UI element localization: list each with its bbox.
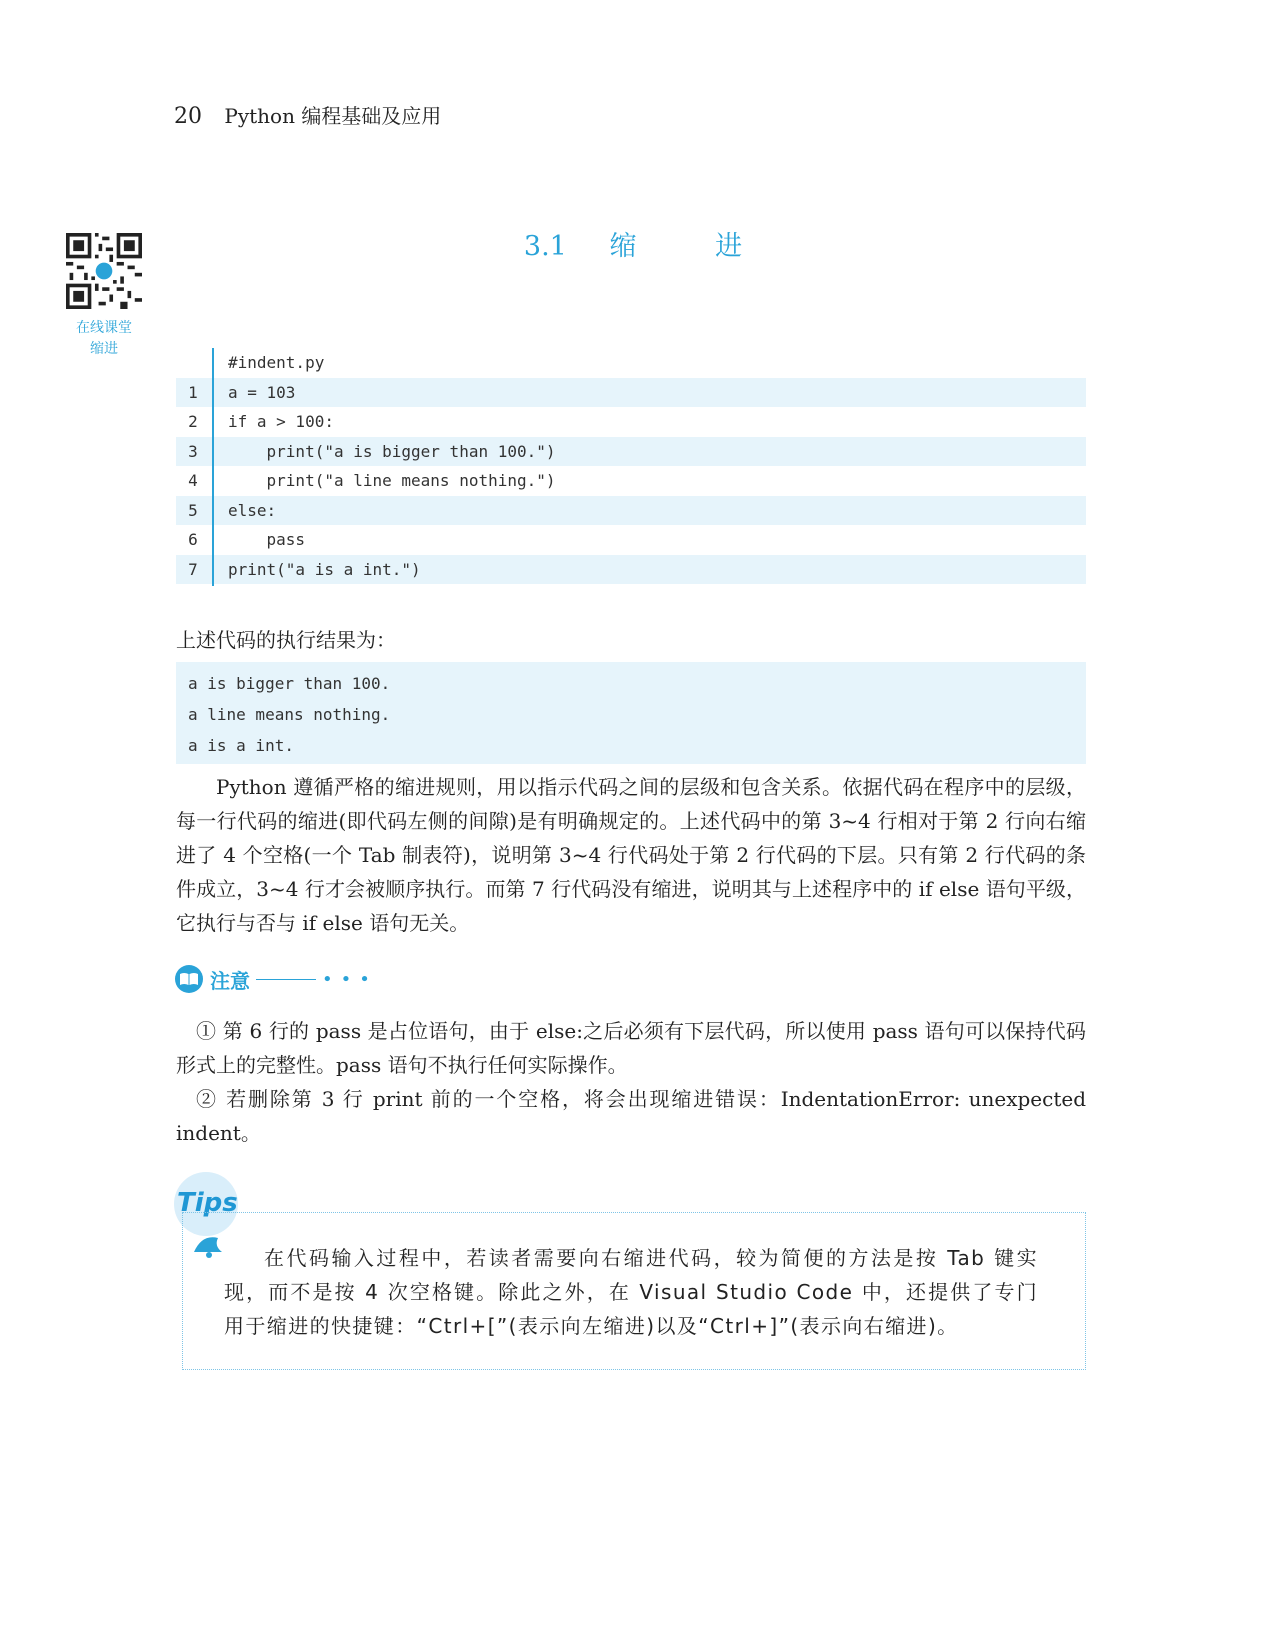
- qr-label: [56, 318, 152, 360]
- book-icon: [174, 964, 204, 994]
- code-text: else:: [228, 500, 277, 520]
- code-gutter-divider: [212, 348, 214, 586]
- note-label: 注意: [210, 968, 250, 993]
- code-filename: #indent.py: [228, 353, 325, 373]
- note-dots: •••: [322, 968, 378, 990]
- section-title: [0, 224, 1266, 263]
- code-text: print("a line means nothing."): [228, 471, 556, 491]
- code-text: if a > 100:: [228, 412, 334, 432]
- output-line: a is a int.: [188, 736, 294, 755]
- line-number: 2: [188, 412, 198, 432]
- code-filename-row: [176, 348, 1086, 378]
- code-listing: [176, 348, 1086, 584]
- qr-code-icon[interactable]: [66, 233, 142, 309]
- tips-text: 在代码输入过程中，若读者需要向右缩进代码，较为简便的方法是按 Tab 键实现，而不是按 4 次空格键。除此之外，在 Visual Studio Code 中，还提供了专门用于缩进的快捷键：“Ctrl+[”(表示向左缩进)以及“Ctrl+]”(表示向右缩进)。: [224, 1246, 1038, 1338]
- note-item-2: ② 若删除第 3 行 print 前的一个空格，将会出现缩进错误：IndentationError: unexpected indent。: [176, 1087, 1086, 1145]
- book-title: Python 编程基础及应用: [224, 104, 442, 128]
- note-divider: [256, 979, 316, 980]
- code-text: print("a is a int."): [228, 559, 421, 579]
- line-number: 4: [188, 471, 198, 491]
- code-text: print("a is bigger than 100."): [228, 441, 556, 461]
- code-line: [176, 555, 1086, 585]
- code-text: a = 103: [228, 382, 296, 402]
- section-title-char-1: 缩: [609, 231, 637, 262]
- code-line: [176, 466, 1086, 496]
- code-text: pass: [228, 530, 306, 550]
- code-line: [176, 407, 1086, 437]
- code-line: [176, 525, 1086, 555]
- page-number: 20: [174, 104, 202, 129]
- line-number: 6: [188, 530, 198, 550]
- note-item-1: ① 第 6 行的 pass 是占位语句，由于 else:之后必须有下层代码，所以使用 pass 语句可以保持代码形式上的完整性。pass 语句不执行任何实际操作。: [176, 1019, 1086, 1077]
- main-paragraph-block: [176, 770, 1086, 940]
- result-intro: 上述代码的执行结果为：: [176, 628, 396, 652]
- output-block: [176, 662, 1086, 764]
- note-header: [174, 964, 378, 994]
- line-number: 1: [188, 382, 198, 402]
- tips-label: Tips: [177, 1188, 238, 1218]
- code-line: [176, 378, 1086, 408]
- section-title-char-2: 进: [715, 231, 743, 262]
- line-number: 5: [188, 500, 198, 520]
- line-number: 7: [188, 559, 198, 579]
- section-number: 3.1: [523, 231, 567, 262]
- output-line: a line means nothing.: [188, 705, 391, 724]
- page-header: [174, 100, 441, 129]
- qr-label-line-1: 在线课堂: [76, 320, 132, 336]
- code-line: [176, 437, 1086, 467]
- note-items: [176, 1014, 1086, 1150]
- tips-text-block: [224, 1241, 1038, 1343]
- line-number: 3: [188, 441, 198, 461]
- qr-label-line-2: 缩进: [90, 341, 118, 357]
- main-paragraph: Python 遵循严格的缩进规则，用以指示代码之间的层级和包含关系。依据代码在程序中的层级，每一行代码的缩进(即代码左侧的间隙)是有明确规定的。上述代码中的第 3~4 行相对于第 2 行向右缩进了 4 个空格(一个 Tab 制表符)，说明第 3~4 行代码处于第 2 行代码的下层。只有第 2 行代码的条件成立，3~4 行才会被顺序执行。而第 7 行代码没有缩进，说明其与上述程序中的 if else 语句平级，它执行与否与 if else 语句无关。: [176, 775, 1086, 935]
- code-line: [176, 496, 1086, 526]
- output-line: a is bigger than 100.: [188, 674, 391, 693]
